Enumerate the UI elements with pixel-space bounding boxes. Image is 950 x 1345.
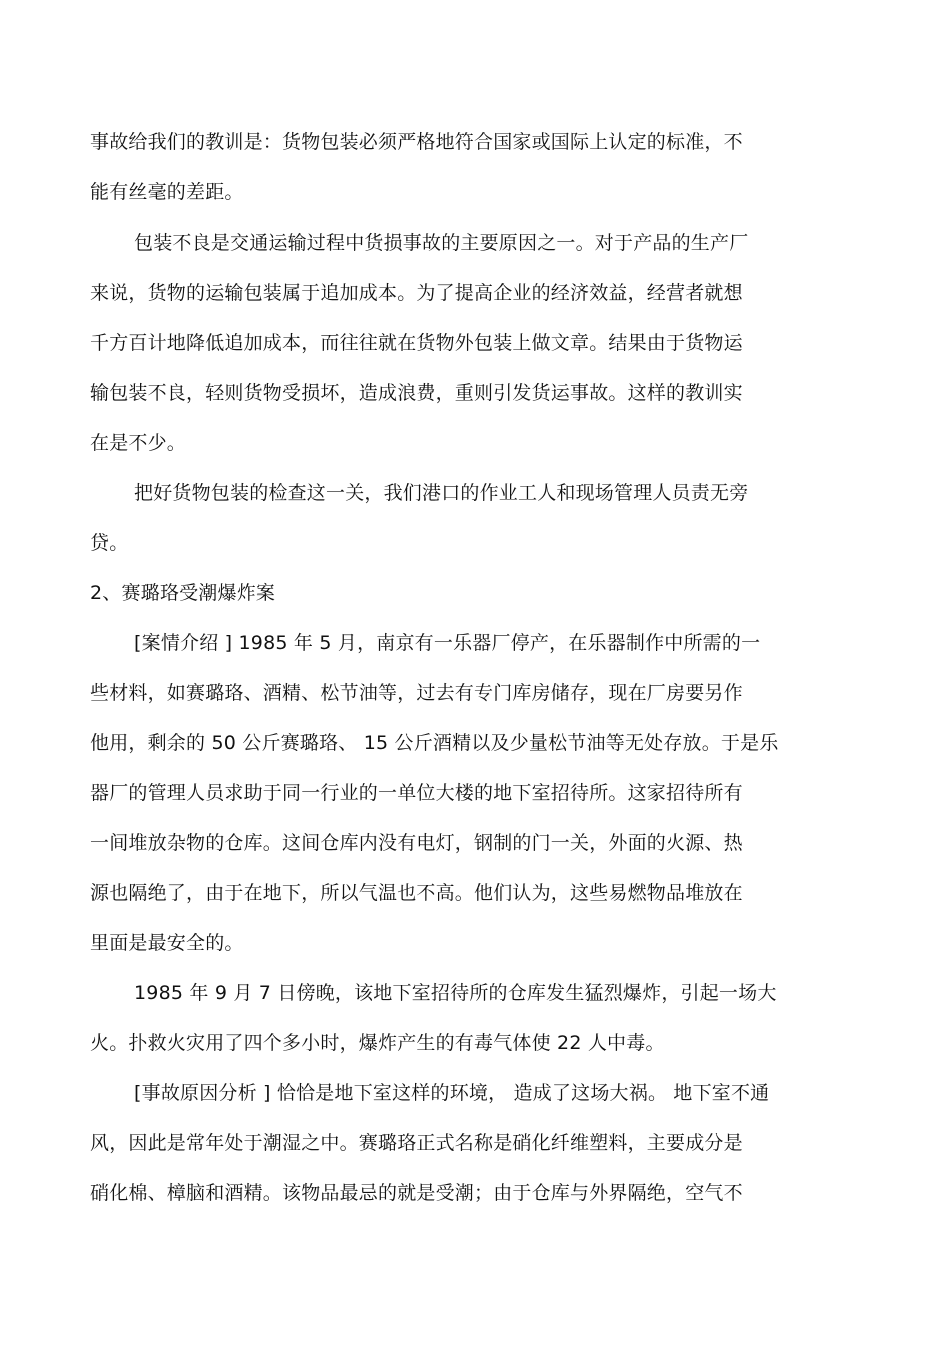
text-line: 能有丝毫的差距。 [90, 181, 244, 203]
text-line: 贷。 [90, 532, 129, 554]
text-line: 1985 年 9 月 7 日傍晚，该地下室招待所的仓库发生猛烈爆炸，引起一场大 [134, 982, 777, 1004]
text-line: 千方百计地降低追加成本，而往往就在货物外包装上做文章。结果由于货物运 [90, 332, 743, 354]
text-line: 些材料，如赛璐珞、酒精、松节油等，过去有专门库房储存，现在厂房要另作 [90, 682, 743, 704]
text-line: 一间堆放杂物的仓库。这间仓库内没有电灯，钢制的门一关，外面的火源、热 [90, 832, 743, 854]
text-line: [案情介绍 ] 1985 年 5 月，南京有一乐器厂停产，在乐器制作中所需的一 [134, 632, 761, 654]
text-line: 来说，货物的运输包装属于追加成本。为了提高企业的经济效益，经营者就想 [90, 282, 743, 304]
text-line: [事故原因分析 ] 恰恰是地下室这样的环境， 造成了这场大祸。 地下室不通 [134, 1082, 770, 1104]
text-line: 硝化棉、樟脑和酒精。该物品最忌的就是受潮；由于仓库与外界隔绝，空气不 [90, 1182, 743, 1204]
text-line: 把好货物包装的检查这一关，我们港口的作业工人和现场管理人员责无旁 [134, 482, 749, 504]
text-line: 他用，剩余的 50 公斤赛璐珞、 15 公斤酒精以及少量松节油等无处存放。于是乐 [90, 732, 779, 754]
text-line: 里面是最安全的。 [90, 932, 244, 954]
text-line: 风，因此是常年处于潮湿之中。赛璐珞正式名称是硝化纤维塑料，主要成分是 [90, 1132, 743, 1154]
section-heading: 2、赛璐珞受潮爆炸案 [90, 582, 276, 604]
text-line: 源也隔绝了，由于在地下，所以气温也不高。他们认为，这些易燃物品堆放在 [90, 882, 743, 904]
text-line: 在是不少。 [90, 432, 187, 454]
text-line: 器厂的管理人员求助于同一行业的一单位大楼的地下室招待所。这家招待所有 [90, 782, 743, 804]
text-line: 火。扑救火灾用了四个多小时，爆炸产生的有毒气体使 22 人中毒。 [90, 1032, 665, 1054]
text-line: 包装不良是交通运输过程中货损事故的主要原因之一。对于产品的生产厂 [134, 232, 749, 254]
text-line: 事故给我们的教训是：货物包装必须严格地符合国家或国际上认定的标准，不 [90, 131, 743, 153]
text-line: 输包装不良，轻则货物受损坏，造成浪费，重则引发货运事故。这样的教训实 [90, 382, 743, 404]
